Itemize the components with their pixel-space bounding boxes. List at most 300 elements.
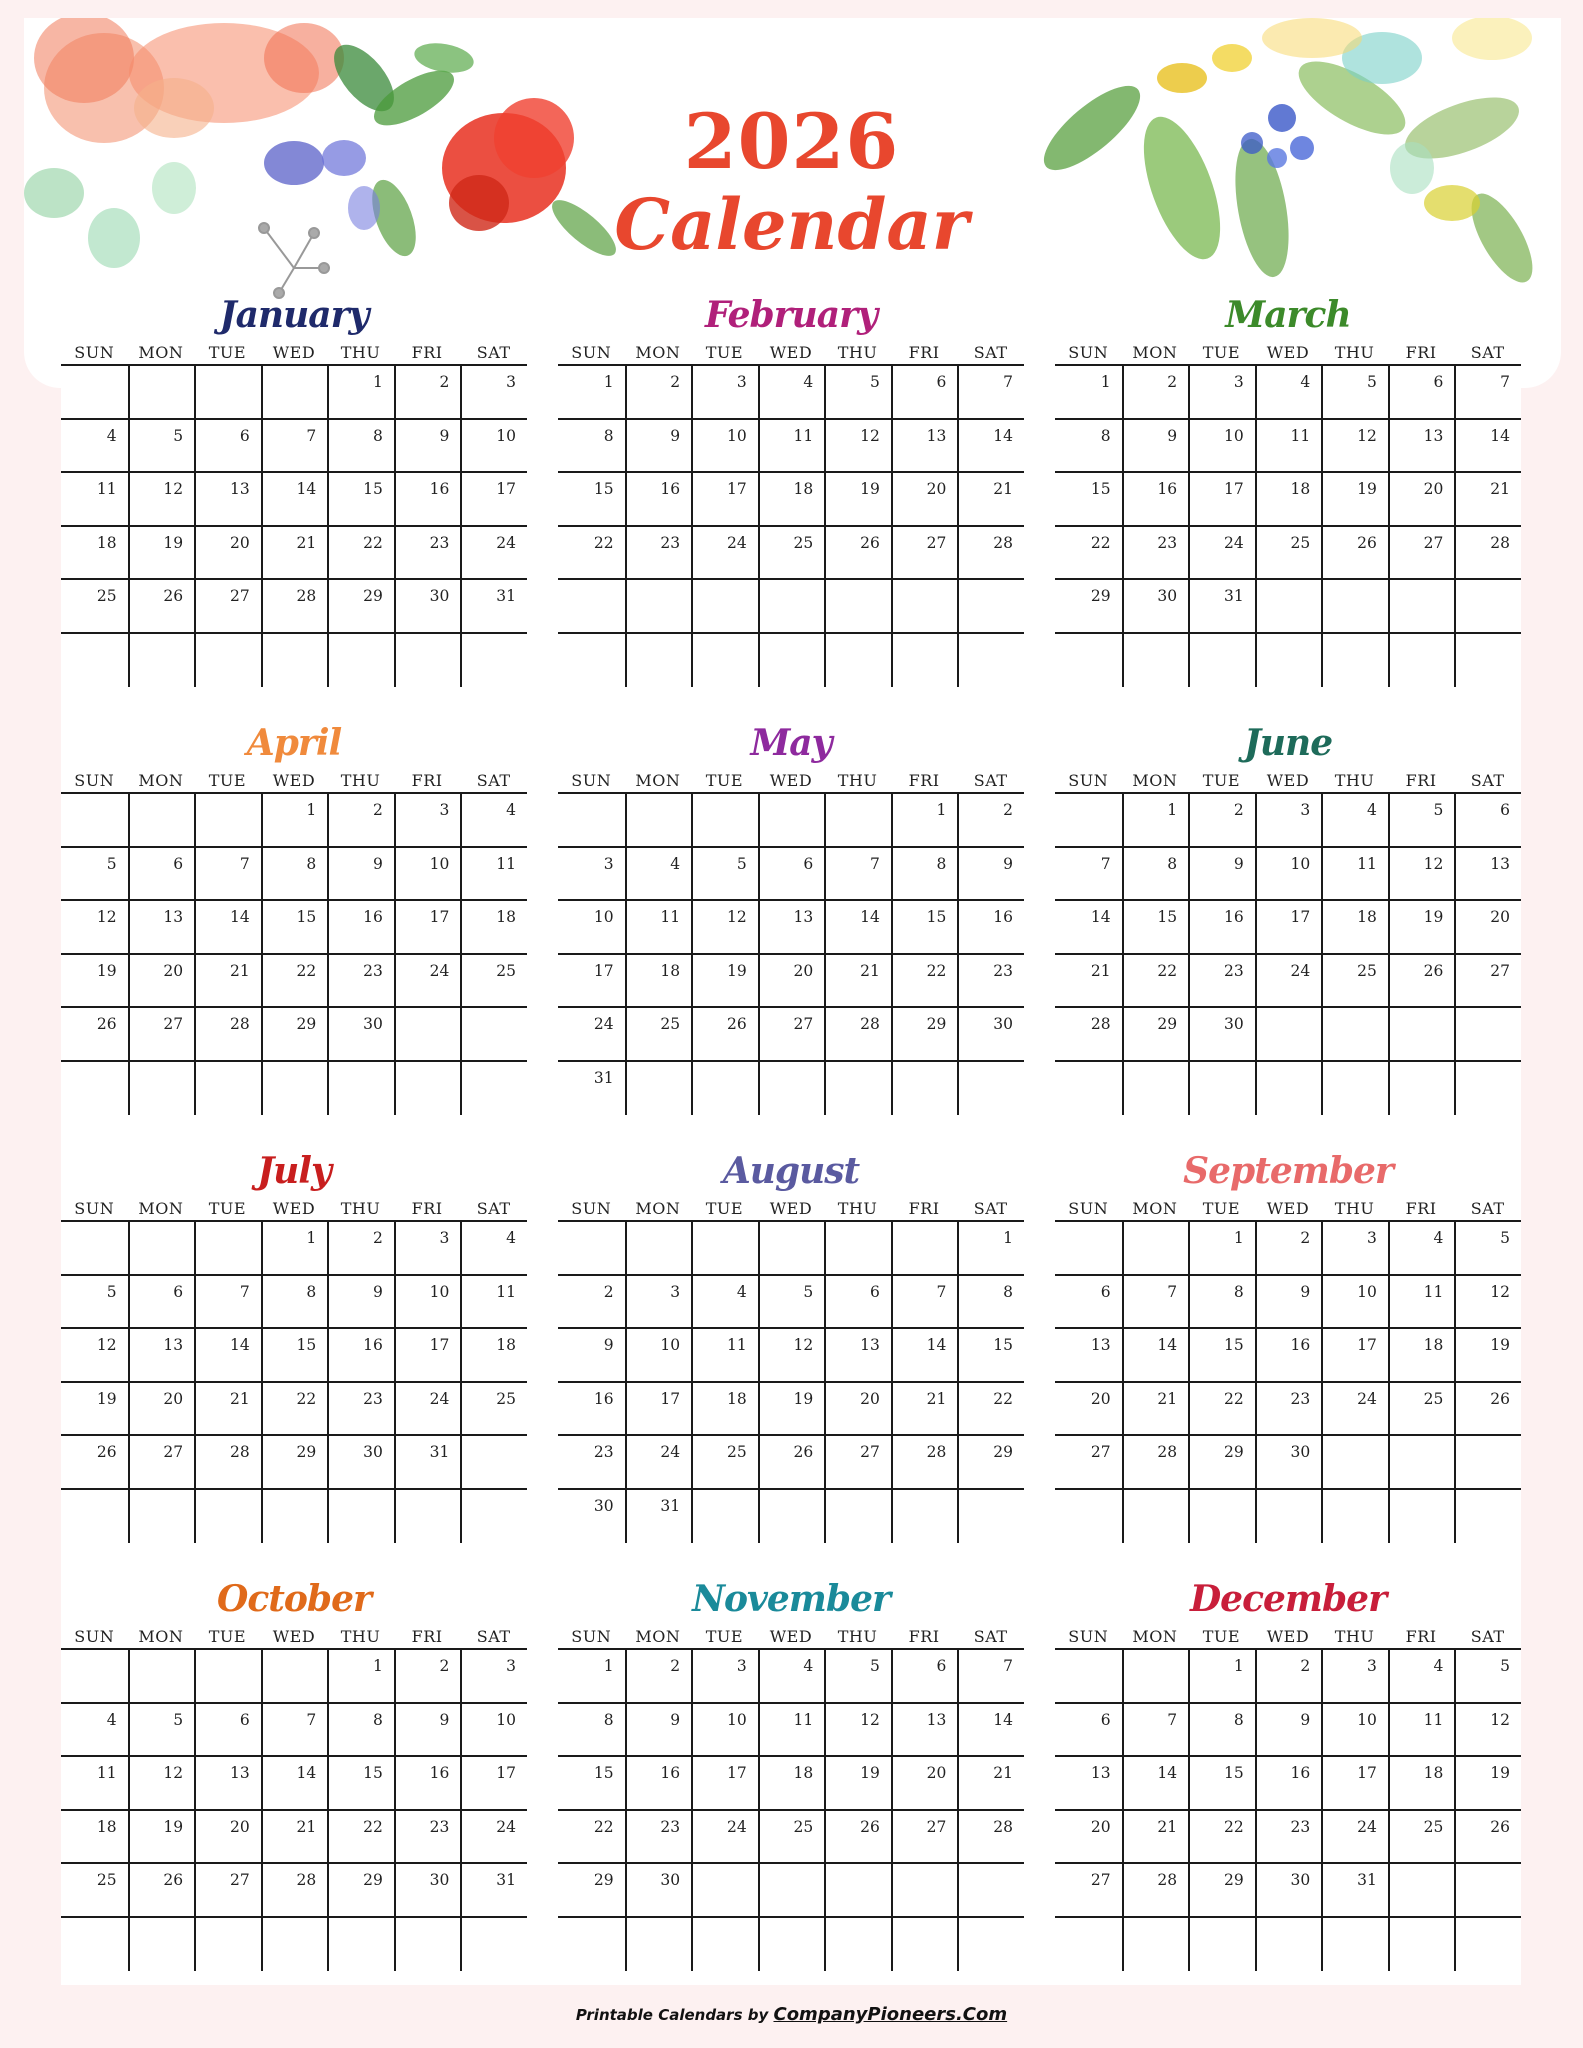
day-number: 11 xyxy=(660,908,681,926)
day-cell xyxy=(1122,1757,1189,1811)
day-number: 11 xyxy=(496,854,516,873)
weekday-header: SAT xyxy=(957,768,1024,794)
day-cell xyxy=(1255,1329,1322,1383)
day-cell xyxy=(625,366,692,420)
day-number: 9 xyxy=(1233,854,1244,873)
day-cell xyxy=(61,473,128,527)
day-number: 2 xyxy=(439,373,450,391)
day-cell xyxy=(194,1864,261,1918)
day-cell xyxy=(394,1222,461,1276)
day-number: 9 xyxy=(372,1282,383,1301)
day-number: 25 xyxy=(1423,1389,1444,1408)
day-number: 3 xyxy=(736,1657,747,1675)
day-cell xyxy=(558,1490,625,1544)
day-cell xyxy=(891,634,958,688)
day-cell xyxy=(128,1436,195,1490)
day-number: 19 xyxy=(163,1817,184,1836)
day-number: 8 xyxy=(603,426,614,445)
day-number: 29 xyxy=(296,1015,317,1033)
month-grid xyxy=(61,768,527,1115)
day-number: 1 xyxy=(306,1229,317,1247)
day-cell xyxy=(891,1222,958,1276)
day-number: 4 xyxy=(736,1282,747,1301)
day-cell xyxy=(891,1811,958,1865)
day-cell xyxy=(128,1276,195,1330)
day-number: 7 xyxy=(1167,1282,1178,1301)
day-number: 13 xyxy=(926,1710,947,1729)
weekday-header: TUE xyxy=(194,340,261,366)
day-cell xyxy=(691,580,758,634)
day-number: 15 xyxy=(363,480,383,498)
day-number: 31 xyxy=(660,1496,681,1515)
day-cell xyxy=(824,1918,891,1972)
day-cell xyxy=(1188,1008,1255,1062)
day-number: 24 xyxy=(593,1015,614,1033)
day-number: 29 xyxy=(363,1871,383,1889)
weekday-header: SAT xyxy=(1454,1196,1521,1222)
day-cell xyxy=(957,1276,1024,1330)
day-number: 16 xyxy=(993,908,1013,926)
day-cell xyxy=(1388,1062,1455,1116)
day-cell xyxy=(194,527,261,581)
day-number: 13 xyxy=(1490,854,1510,873)
day-cell xyxy=(460,1811,527,1865)
day-cell xyxy=(1321,1811,1388,1865)
day-cell xyxy=(625,848,692,902)
weekday-header: MON xyxy=(1122,1196,1189,1222)
weekday-header: MON xyxy=(128,768,195,794)
day-cell xyxy=(1321,1222,1388,1276)
day-cell xyxy=(194,634,261,688)
weekday-header: SUN xyxy=(1055,768,1122,794)
day-cell xyxy=(891,1864,958,1918)
floral-decoration-left xyxy=(24,18,624,308)
day-number: 24 xyxy=(726,533,747,552)
day-cell xyxy=(1255,1383,1322,1437)
day-cell xyxy=(1454,1811,1521,1865)
day-cell xyxy=(957,1490,1024,1544)
day-number: 27 xyxy=(229,1871,250,1889)
weekday-header: SUN xyxy=(61,768,128,794)
day-cell xyxy=(194,366,261,420)
day-cell xyxy=(891,1436,958,1490)
day-cell xyxy=(61,1811,128,1865)
day-number: 6 xyxy=(239,426,250,445)
day-cell xyxy=(460,1329,527,1383)
day-cell xyxy=(394,1918,461,1972)
day-cell xyxy=(261,1650,328,1704)
day-number: 30 xyxy=(1223,1015,1244,1033)
day-number: 20 xyxy=(1490,908,1510,926)
weekday-header: TUE xyxy=(1188,768,1255,794)
day-cell xyxy=(194,1811,261,1865)
day-number: 30 xyxy=(593,1496,614,1515)
day-cell xyxy=(957,1062,1024,1116)
day-number: 9 xyxy=(1300,1282,1311,1301)
day-number: 6 xyxy=(1433,373,1444,391)
weekday-header: MON xyxy=(625,340,692,366)
day-number: 19 xyxy=(1423,908,1444,926)
day-cell xyxy=(194,1490,261,1544)
day-number: 14 xyxy=(993,426,1013,445)
day-cell xyxy=(61,794,128,848)
day-number: 18 xyxy=(660,961,681,980)
day-number: 31 xyxy=(496,1871,516,1889)
day-number: 2 xyxy=(670,1657,681,1675)
weekday-header: TUE xyxy=(194,768,261,794)
day-cell xyxy=(558,1811,625,1865)
day-cell xyxy=(394,634,461,688)
day-cell xyxy=(1122,1704,1189,1758)
day-cell xyxy=(194,1222,261,1276)
day-cell xyxy=(1122,1383,1189,1437)
footer-brand-link[interactable]: CompanyPioneers.Com xyxy=(773,2004,1008,2025)
day-number: 21 xyxy=(1157,1817,1178,1836)
day-number: 26 xyxy=(1423,961,1444,980)
day-cell xyxy=(1388,366,1455,420)
day-number: 12 xyxy=(1490,1710,1510,1729)
weekday-header: FRI xyxy=(891,1624,958,1650)
month-name: March xyxy=(1225,294,1351,336)
month-grid xyxy=(558,1624,1024,1971)
day-number: 14 xyxy=(1157,1336,1178,1354)
weekday-header: THU xyxy=(327,768,394,794)
weekday-header: WED xyxy=(261,340,328,366)
day-number: 12 xyxy=(96,908,117,926)
day-number: 2 xyxy=(1300,1229,1311,1247)
day-cell xyxy=(1454,1436,1521,1490)
day-cell xyxy=(194,1650,261,1704)
day-cell xyxy=(327,1383,394,1437)
day-cell xyxy=(327,848,394,902)
day-number: 6 xyxy=(1500,801,1510,819)
day-cell xyxy=(957,1222,1024,1276)
weekday-header: WED xyxy=(758,1624,825,1650)
day-number: 29 xyxy=(1223,1871,1244,1889)
day-cell xyxy=(625,580,692,634)
day-number: 18 xyxy=(1423,1336,1444,1354)
day-number: 13 xyxy=(229,1764,250,1782)
day-number: 20 xyxy=(926,480,947,498)
day-number: 27 xyxy=(926,533,947,552)
day-number: 23 xyxy=(1157,533,1178,552)
day-number: 1 xyxy=(1233,1657,1244,1675)
day-cell xyxy=(1188,1276,1255,1330)
day-cell xyxy=(128,420,195,474)
day-cell xyxy=(1388,1008,1455,1062)
day-cell xyxy=(1055,1918,1122,1972)
day-number: 23 xyxy=(993,961,1013,980)
day-number: 7 xyxy=(306,1710,317,1729)
day-cell xyxy=(957,1704,1024,1758)
day-cell xyxy=(1255,527,1322,581)
day-cell xyxy=(128,366,195,420)
day-cell xyxy=(1055,794,1122,848)
day-cell xyxy=(625,1757,692,1811)
day-number: 15 xyxy=(296,908,317,926)
weekday-header: TUE xyxy=(194,1196,261,1222)
weekday-header: TUE xyxy=(1188,1196,1255,1222)
day-cell xyxy=(891,1918,958,1972)
day-cell xyxy=(1321,473,1388,527)
weekday-header: MON xyxy=(1122,768,1189,794)
day-cell xyxy=(691,955,758,1009)
day-cell xyxy=(1055,1864,1122,1918)
day-cell xyxy=(558,1383,625,1437)
day-cell xyxy=(394,580,461,634)
day-cell xyxy=(1188,1864,1255,1918)
day-number: 28 xyxy=(296,1871,317,1889)
day-number: 31 xyxy=(496,587,516,605)
day-cell xyxy=(327,955,394,1009)
day-cell xyxy=(1321,1276,1388,1330)
day-number: 1 xyxy=(603,373,614,391)
day-number: 19 xyxy=(726,961,747,980)
day-number: 4 xyxy=(106,426,117,445)
day-cell xyxy=(558,901,625,955)
day-cell xyxy=(758,1008,825,1062)
day-cell xyxy=(558,848,625,902)
day-number: 29 xyxy=(1223,1443,1244,1461)
day-number: 8 xyxy=(306,1282,317,1301)
day-cell xyxy=(61,1383,128,1437)
day-cell xyxy=(758,1329,825,1383)
weekday-header: MON xyxy=(128,1624,195,1650)
day-cell xyxy=(1055,1222,1122,1276)
day-cell xyxy=(1454,580,1521,634)
day-cell xyxy=(1454,1222,1521,1276)
day-number: 10 xyxy=(496,426,516,445)
day-number: 25 xyxy=(1357,961,1377,980)
day-cell xyxy=(625,955,692,1009)
weekday-header: SAT xyxy=(1454,1624,1521,1650)
day-cell xyxy=(625,1650,692,1704)
day-number: 15 xyxy=(1223,1764,1244,1782)
day-number: 11 xyxy=(1423,1282,1444,1301)
day-number: 15 xyxy=(593,480,614,498)
weekday-header: MON xyxy=(625,1624,692,1650)
day-number: 27 xyxy=(163,1443,184,1461)
day-number: 31 xyxy=(593,1068,614,1087)
weekday-header: SUN xyxy=(558,768,625,794)
day-number: 26 xyxy=(860,533,880,552)
weekday-header: SUN xyxy=(61,340,128,366)
day-number: 25 xyxy=(96,1871,117,1889)
day-number: 19 xyxy=(1490,1336,1510,1354)
day-cell xyxy=(1255,634,1322,688)
day-cell xyxy=(1388,955,1455,1009)
day-cell xyxy=(891,1650,958,1704)
day-number: 14 xyxy=(1490,426,1510,445)
day-cell xyxy=(558,634,625,688)
day-cell xyxy=(1122,901,1189,955)
day-number: 25 xyxy=(1423,1817,1444,1836)
day-cell xyxy=(460,794,527,848)
day-cell xyxy=(61,1704,128,1758)
weekday-header: FRI xyxy=(394,1624,461,1650)
weekday-header: SAT xyxy=(957,1196,1024,1222)
day-cell xyxy=(394,955,461,1009)
day-cell xyxy=(1321,955,1388,1009)
day-number: 5 xyxy=(1366,373,1377,391)
title-word: Calendar xyxy=(614,183,969,266)
day-cell xyxy=(558,1704,625,1758)
day-cell xyxy=(1122,1918,1189,1972)
day-number: 4 xyxy=(803,373,814,391)
day-number: 26 xyxy=(726,1015,747,1033)
day-cell xyxy=(61,848,128,902)
day-cell xyxy=(891,794,958,848)
day-cell xyxy=(691,1864,758,1918)
day-cell xyxy=(1122,1436,1189,1490)
day-number: 23 xyxy=(429,533,450,552)
day-number: 11 xyxy=(1290,426,1311,445)
day-cell xyxy=(1188,580,1255,634)
day-cell xyxy=(460,1383,527,1437)
weekday-header: SUN xyxy=(1055,340,1122,366)
day-number: 20 xyxy=(229,533,250,552)
day-number: 9 xyxy=(439,426,450,445)
weekday-header: MON xyxy=(128,1196,195,1222)
day-number: 24 xyxy=(1357,1389,1377,1408)
day-cell xyxy=(394,1704,461,1758)
day-number: 21 xyxy=(296,1817,317,1836)
day-cell xyxy=(625,794,692,848)
day-number: 3 xyxy=(1366,1657,1377,1675)
day-cell xyxy=(691,1062,758,1116)
day-cell xyxy=(691,1811,758,1865)
day-cell xyxy=(194,901,261,955)
day-number: 29 xyxy=(1090,587,1111,605)
day-cell xyxy=(824,848,891,902)
day-number: 10 xyxy=(496,1710,516,1729)
day-cell xyxy=(327,1436,394,1490)
day-cell xyxy=(1188,1811,1255,1865)
weekday-header: MON xyxy=(1122,340,1189,366)
day-cell xyxy=(957,848,1024,902)
day-cell xyxy=(957,955,1024,1009)
day-number: 14 xyxy=(1157,1764,1178,1782)
day-cell xyxy=(625,901,692,955)
day-number: 5 xyxy=(106,1282,117,1301)
day-cell xyxy=(758,1864,825,1918)
month-name: April xyxy=(246,722,342,764)
day-cell xyxy=(1255,1918,1322,1972)
day-number: 21 xyxy=(860,961,880,980)
day-cell xyxy=(460,1008,527,1062)
day-number: 27 xyxy=(1090,1443,1111,1461)
day-number: 22 xyxy=(1157,961,1178,980)
day-cell xyxy=(1255,1490,1322,1544)
day-number: 22 xyxy=(926,961,947,980)
day-cell xyxy=(558,1222,625,1276)
day-number: 19 xyxy=(860,1764,880,1782)
day-number: 30 xyxy=(993,1015,1013,1033)
day-cell xyxy=(1321,1383,1388,1437)
day-number: 24 xyxy=(496,533,516,552)
weekday-header: WED xyxy=(1255,340,1322,366)
day-number: 20 xyxy=(793,961,814,980)
day-number: 7 xyxy=(1003,373,1013,391)
day-number: 7 xyxy=(936,1282,947,1301)
day-number: 21 xyxy=(1490,480,1510,498)
day-cell xyxy=(1122,1008,1189,1062)
day-cell xyxy=(460,1436,527,1490)
month-name: January xyxy=(219,294,369,336)
day-number: 8 xyxy=(1003,1282,1013,1301)
day-cell xyxy=(1454,1490,1521,1544)
day-cell xyxy=(824,1490,891,1544)
day-cell xyxy=(824,1329,891,1383)
day-number: 15 xyxy=(593,1764,614,1782)
day-cell xyxy=(1188,1490,1255,1544)
day-cell xyxy=(758,1650,825,1704)
day-cell xyxy=(261,1276,328,1330)
day-cell xyxy=(194,420,261,474)
day-number: 8 xyxy=(372,1710,383,1729)
day-number: 10 xyxy=(429,1282,450,1301)
day-number: 30 xyxy=(363,1443,383,1461)
day-cell xyxy=(194,473,261,527)
weekday-header: SAT xyxy=(460,340,527,366)
weekday-header: SAT xyxy=(460,1624,527,1650)
day-number: 13 xyxy=(793,908,814,926)
day-cell xyxy=(128,634,195,688)
day-cell xyxy=(758,366,825,420)
day-number: 22 xyxy=(363,533,383,552)
weekday-header: THU xyxy=(327,1196,394,1222)
day-number: 28 xyxy=(926,1443,947,1461)
day-cell xyxy=(61,1008,128,1062)
day-number: 1 xyxy=(936,801,947,819)
day-cell xyxy=(1388,1757,1455,1811)
day-cell xyxy=(460,580,527,634)
day-cell xyxy=(1388,1918,1455,1972)
day-cell xyxy=(957,1757,1024,1811)
day-number: 4 xyxy=(106,1710,117,1729)
day-cell xyxy=(558,580,625,634)
day-number: 9 xyxy=(372,854,383,873)
day-cell xyxy=(460,1757,527,1811)
day-number: 4 xyxy=(506,801,516,819)
day-cell xyxy=(824,794,891,848)
day-cell xyxy=(1055,527,1122,581)
day-cell xyxy=(327,1062,394,1116)
day-cell xyxy=(1055,1704,1122,1758)
weekday-header: FRI xyxy=(1388,768,1455,794)
day-number: 11 xyxy=(1357,854,1377,873)
day-number: 24 xyxy=(1290,961,1311,980)
day-cell xyxy=(1188,366,1255,420)
day-cell xyxy=(824,1222,891,1276)
day-cell xyxy=(824,473,891,527)
day-number: 30 xyxy=(660,1871,681,1889)
day-number: 5 xyxy=(803,1282,814,1301)
day-number: 26 xyxy=(1490,1389,1510,1408)
day-cell xyxy=(1321,1757,1388,1811)
day-cell xyxy=(824,580,891,634)
day-number: 20 xyxy=(163,1389,184,1408)
day-cell xyxy=(558,1436,625,1490)
day-cell xyxy=(128,848,195,902)
day-number: 8 xyxy=(372,426,383,445)
weekday-header: THU xyxy=(824,768,891,794)
day-cell xyxy=(61,1490,128,1544)
day-number: 24 xyxy=(1223,533,1244,552)
day-cell xyxy=(1122,1276,1189,1330)
day-cell xyxy=(1122,955,1189,1009)
day-number: 30 xyxy=(1157,587,1178,605)
